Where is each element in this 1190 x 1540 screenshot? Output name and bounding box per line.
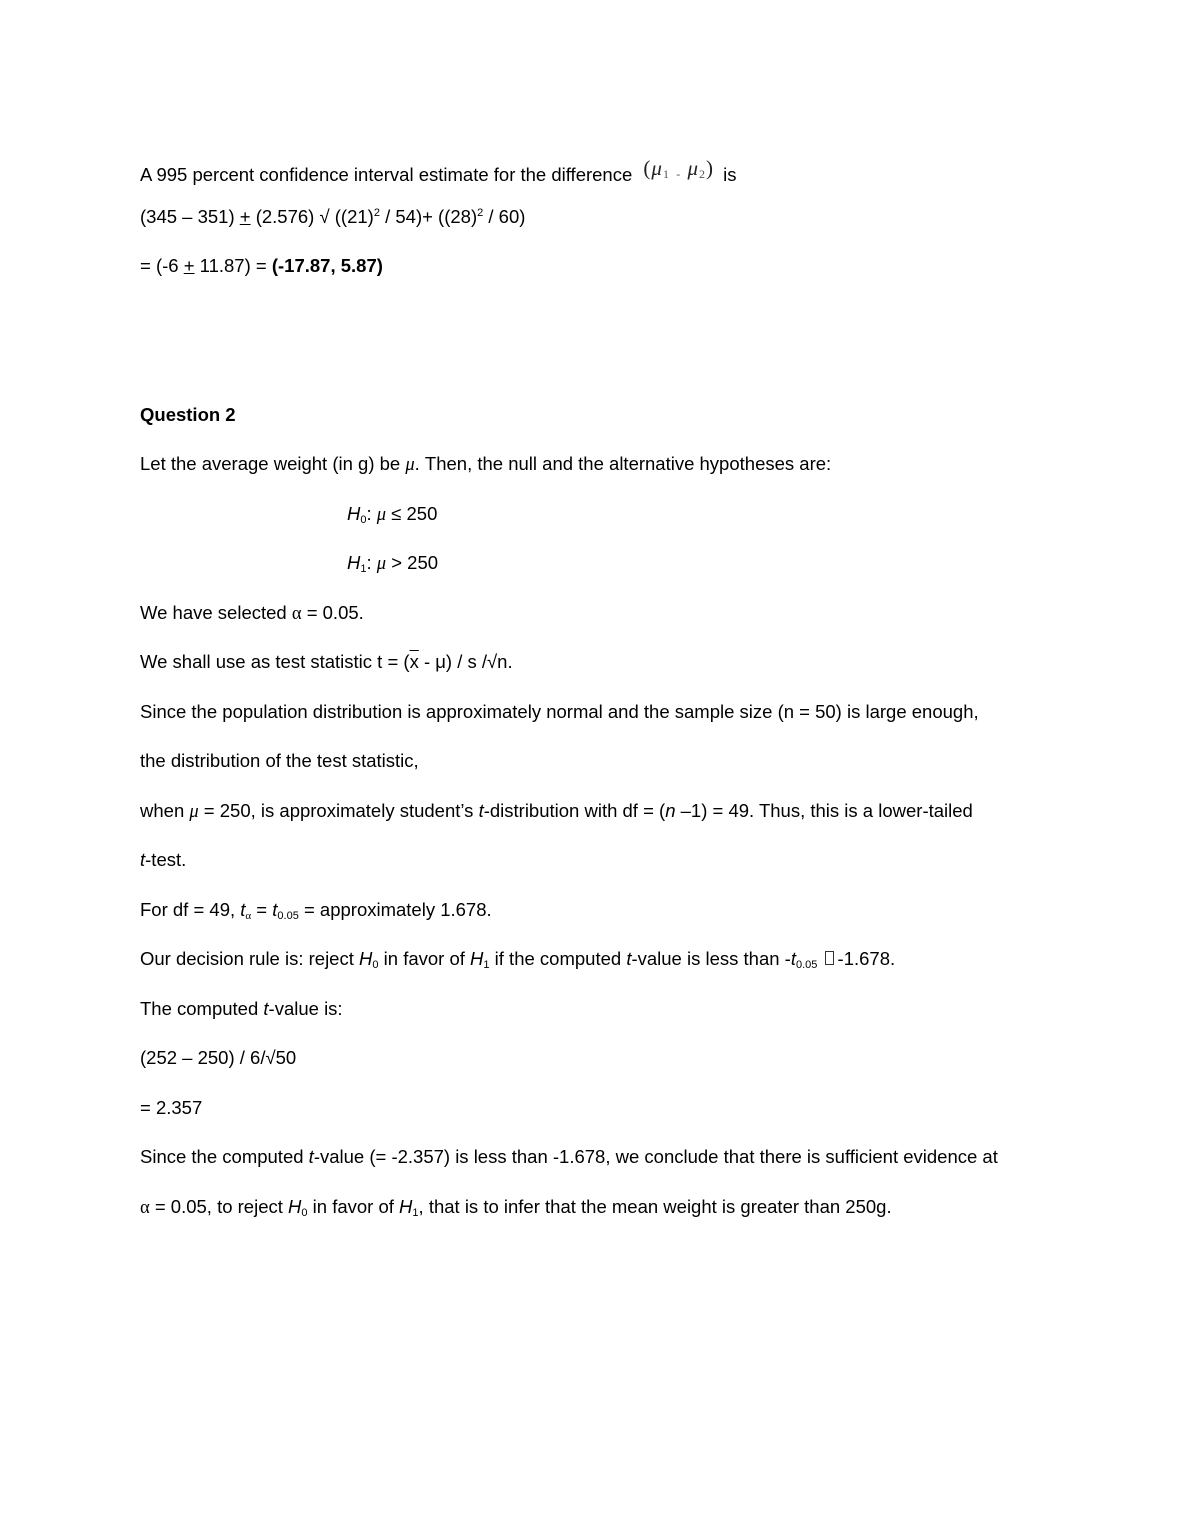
since-line-1: Since the population distribution is approximately normal and the sample size (n = 50) is large enough, [140,701,979,722]
missing-glyph-icon [825,951,834,965]
plus-minus-sign: + [239,206,251,227]
conclusion-line-1: Since the computed t-value (= -2.357) is less than -1.678, we conclude that there is sufficient evidence at [140,1146,998,1167]
null-hypothesis: $H_0$: μ ≤ 250 [347,503,438,526]
calculation-result: = 2.357 [140,1097,203,1118]
since-line-2: the distribution of the test statistic, [140,750,419,771]
significance-level-line: We have selected α = 0.05. [140,602,364,624]
difference-formula: (μ1 - μ2) [643,156,714,181]
computed-value-line: The computed t-value is: [140,998,343,1019]
calculation-line: (252 – 250) / 6/√50 [140,1047,297,1068]
ci-intro-is: is [723,164,737,185]
plus-minus-sign: + [183,255,195,276]
alternative-hypothesis: $H_1$: μ > 250 [347,552,439,575]
conclusion-line-2: α = 0.05, to reject $H_0$ in favor of $H_1$, that is to infer that the mean weight is greater than 250g. [140,1196,892,1219]
hypotheses-intro: Let the average weight (in g) be μ. Then, the null and the alternative hypotheses are: [140,453,832,475]
ci-formula-line: (345 – 351) + (2.576) √ $((21)^2 / 54)+ ((28)^2 / 60)$ [140,206,526,227]
critical-value-line: For df = 49, $t_\alpha = t_{0.05}$ = approximately 1.678. [140,899,492,922]
t-test-line: t-test. [140,849,187,870]
ci-result: (-17.87, 5.87) [271,255,383,276]
decision-rule-line: Our decision rule is: reject $H_0$ in favor of $H_1$ if the computed t-value is less than $-t_{0.05}$ -1.678. [140,948,896,971]
ci-intro-line [140,156,737,187]
ci-result-line: = (-6 + 11.87) = (-17.87, 5.87) [140,255,383,276]
ci-intro-text: A 995 percent confidence interval estimate for the difference [140,164,633,185]
test-statistic-line: We shall use as test statistic $t = (\overline{x} - \mu) / s$ /√n. [140,651,513,672]
question-2-heading: Question 2 [140,404,236,425]
distribution-line: when μ = 250, is approximately student’s t-distribution with df = (n –1) = 49. Thus, this is a lower-tailed [140,800,973,822]
